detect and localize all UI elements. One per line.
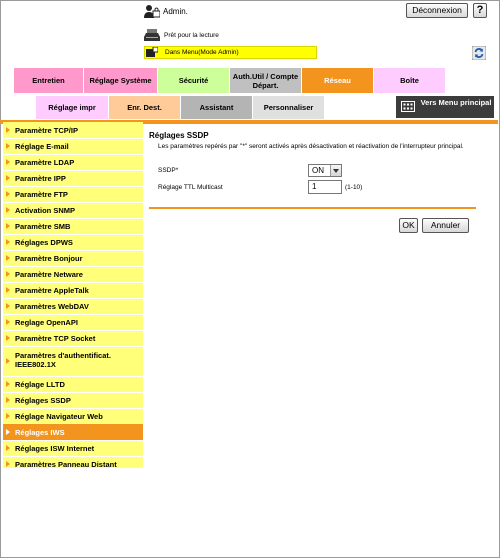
subtab-label: Réglage impr [48, 103, 96, 112]
sidebar-item-label: Réglage Navigateur Web [15, 412, 103, 421]
sidebar-item[interactable] [3, 202, 143, 218]
sidebar-item[interactable] [3, 218, 143, 234]
sidebar-item-label: Réglages ISW Internet [15, 444, 95, 453]
admin-mode-icon [146, 47, 158, 58]
mode-bar [144, 46, 317, 59]
subtab-label: Enr. Dest. [127, 103, 162, 112]
tab-securite[interactable] [158, 68, 230, 93]
arrow-right-icon [6, 358, 10, 364]
sidebar-item[interactable] [3, 170, 143, 186]
sidebar-item[interactable] [3, 424, 143, 440]
sidebar-item-label: Réglages IWS [15, 428, 65, 437]
arrow-right-icon [6, 335, 10, 341]
sidebar-item-label: Paramètre Netware [15, 270, 83, 279]
arrow-right-icon [6, 191, 10, 197]
subtab-assistant[interactable] [181, 96, 253, 119]
arrow-right-icon [6, 255, 10, 261]
sidebar-item[interactable] [3, 122, 143, 138]
mode-text: Dans Menu(Mode Admin) [165, 49, 239, 56]
menu-icon [401, 101, 415, 112]
subtab-label: Personnaliser [263, 103, 314, 112]
sidebar-item[interactable] [3, 392, 143, 408]
arrow-right-icon [6, 381, 10, 387]
content-divider [149, 207, 476, 209]
arrow-right-icon [6, 429, 10, 435]
sidebar-item[interactable] [3, 346, 143, 376]
sidebar-item-label: Réglages DPWS [15, 238, 73, 247]
sidebar-item[interactable] [3, 154, 143, 170]
subtab-label: Assistant [199, 103, 234, 112]
tab-auth-util[interactable] [230, 68, 302, 93]
ttl-label: Réglage TTL Multicast [158, 184, 223, 191]
sidebar-item[interactable] [3, 298, 143, 314]
tab-label: Réglage Système [89, 76, 152, 85]
ttl-input[interactable]: 1 [308, 180, 342, 194]
sidebar-item-label: Paramètre TCP/IP [15, 126, 78, 135]
tab-boite[interactable] [374, 68, 446, 93]
sidebar-item-label: Réglage E-mail [15, 142, 69, 151]
ok-button[interactable]: OK [399, 218, 418, 233]
arrow-right-icon [6, 461, 10, 467]
arrow-right-icon [6, 319, 10, 325]
tab-reglage-systeme[interactable] [84, 68, 158, 93]
status-text: Prêt pour la lecture [164, 32, 219, 39]
sidebar-item-label: Réglage LLTD [15, 380, 65, 389]
admin-icon [144, 4, 160, 20]
tab-reseau[interactable] [302, 68, 374, 93]
sidebar-item[interactable] [3, 376, 143, 392]
ttl-range: (1-10) [345, 184, 363, 191]
sidebar-item-label: Paramètres d'authentificat. IEEE802.1X [15, 351, 111, 369]
sidebar-item[interactable] [3, 282, 143, 298]
sidebar-item-label: Paramètre SMB [15, 222, 71, 231]
sidebar-item[interactable] [3, 408, 143, 424]
sidebar-item[interactable] [3, 234, 143, 250]
sidebar-item-label: Paramètre FTP [15, 190, 68, 199]
arrow-right-icon [6, 397, 10, 403]
sidebar-item-label: Paramètre AppleTalk [15, 286, 89, 295]
help-button[interactable]: ? [473, 3, 487, 18]
sidebar-item-label: Réglages SSDP [15, 396, 71, 405]
arrow-right-icon [6, 143, 10, 149]
arrow-right-icon [6, 223, 10, 229]
sidebar-item[interactable] [3, 186, 143, 202]
arrow-right-icon [6, 159, 10, 165]
tab-label: Réseau [324, 76, 351, 85]
main-menu-button[interactable] [396, 96, 494, 118]
tab-label: Boîte [400, 76, 419, 85]
sidebar-item-label: Paramètres WebDAV [15, 302, 89, 311]
admin-label: Admin. [163, 7, 188, 16]
subtab-reglage-impr[interactable] [36, 96, 109, 119]
sidebar-item-label: Activation SNMP [15, 206, 76, 215]
sidebar-item-label: Paramètres Panneau Distant [15, 460, 117, 469]
tab-label: Sécurité [178, 76, 209, 85]
sidebar-item-label: Reglage OpenAPI [15, 318, 78, 327]
sidebar-item[interactable] [3, 314, 143, 330]
ssdp-label: SSDP* [158, 167, 179, 174]
sidebar-item-label: Paramètre Bonjour [15, 254, 83, 263]
logout-button[interactable]: Déconnexion [406, 3, 468, 18]
subtab-personnaliser[interactable] [253, 96, 325, 119]
arrow-right-icon [6, 445, 10, 451]
cancel-button[interactable]: Annuler [422, 218, 469, 233]
arrow-right-icon [6, 207, 10, 213]
arrow-right-icon [6, 239, 10, 245]
sidebar-item-label: Paramètre TCP Socket [15, 334, 96, 343]
sidebar-item[interactable] [3, 330, 143, 346]
printer-icon [144, 28, 160, 42]
sidebar-item[interactable] [3, 440, 143, 456]
arrow-right-icon [6, 175, 10, 181]
restart-note: Les paramètres repérés par "*" seront activés après désactivation et réactivation de l'interrupteur principal. [158, 143, 464, 150]
main-menu-label: Vers Menu principal [420, 98, 492, 107]
arrow-right-icon [6, 303, 10, 309]
sidebar-item[interactable] [3, 266, 143, 282]
sidebar-item-label: Paramètre LDAP [15, 158, 75, 167]
page-title: Réglages SSDP [149, 131, 209, 140]
ssdp-select[interactable] [308, 164, 342, 177]
sidebar-item[interactable] [3, 456, 143, 472]
arrow-right-icon [6, 271, 10, 277]
tab-label: Entretien [32, 76, 65, 85]
sidebar-item[interactable] [3, 250, 143, 266]
sidebar [3, 122, 143, 468]
arrow-right-icon [6, 127, 10, 133]
subtab-enr-dest[interactable] [109, 96, 181, 119]
refresh-icon[interactable] [472, 46, 486, 60]
tab-entretien[interactable] [14, 68, 84, 93]
chevron-down-icon[interactable] [330, 165, 341, 176]
arrow-right-icon [6, 287, 10, 293]
sidebar-item-label: Paramètre IPP [15, 174, 66, 183]
tab-label: Auth.Util / Compte Départ. [232, 71, 299, 90]
arrow-right-icon [6, 413, 10, 419]
ssdp-value: ON [312, 166, 324, 175]
sidebar-item[interactable] [3, 138, 143, 154]
